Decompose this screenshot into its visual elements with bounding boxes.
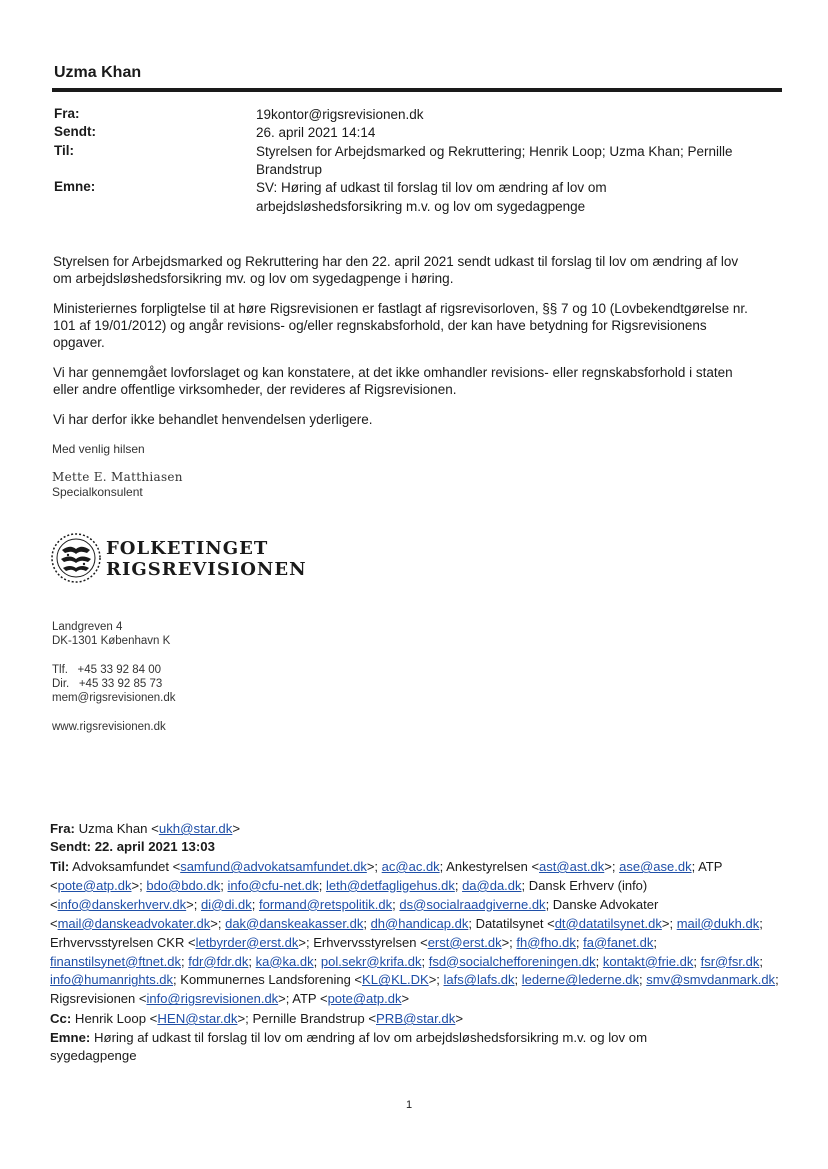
email-link[interactable]: PRB@star.dk	[376, 1011, 456, 1026]
p3-line2: eller andre offentlige virksomheder, der revideres af Rigsrevisionen.	[53, 382, 457, 397]
p1-line1: Styrelsen for Arbejdsmarked og Rekruttering har den 22. april 2021 sendt udkast til forslag til lov om ændring af lov	[53, 254, 739, 269]
recipient-text: Henrik Loop <	[71, 1011, 158, 1026]
email-link[interactable]: dh@handicap.dk	[370, 915, 469, 931]
email-link[interactable]: KL@KL.DK	[362, 972, 429, 988]
email-link[interactable]: fsr@fsr.dk	[700, 953, 760, 969]
forwarded-sent	[50, 838, 780, 856]
p2-line3: opgaver.	[53, 335, 105, 350]
email-link[interactable]: HEN@star.dk	[157, 1011, 238, 1026]
logo-line-rigsrevisionen: RIGSREVISIONEN	[106, 559, 307, 580]
recipient-text: ;	[575, 934, 584, 950]
email-link[interactable]: leth@detfagligehus.dk	[325, 877, 455, 893]
fwd-from-link[interactable]: ukh@star.dk	[158, 821, 233, 836]
page-number: 1	[406, 1099, 413, 1111]
email-link[interactable]: fh@fho.dk	[516, 934, 576, 950]
recipient-text: >;	[501, 934, 517, 950]
fwd-to-label: Til:	[50, 859, 70, 874]
email-link[interactable]: fa@fanet.dk	[583, 934, 654, 950]
recipient-text: ; Ankestyrelsen <	[439, 859, 540, 874]
recipient-text: ; Kommunernes Landsforening <	[173, 972, 363, 988]
forwarded-cc	[50, 1010, 780, 1028]
recipient-text: >; ATP <	[278, 991, 328, 1007]
email-link[interactable]: mail@dukh.dk	[676, 915, 760, 931]
email-link[interactable]: pol.sekr@krifa.dk	[320, 953, 422, 969]
sent-value: 26. april 2021 14:14	[256, 125, 376, 140]
recipient-text: >;	[366, 859, 382, 874]
email-link[interactable]: mail@danskeadvokater.dk	[57, 915, 211, 931]
recipient-text: ; Rigsrevisionen <	[50, 972, 779, 1007]
body-paragraph-3	[53, 364, 773, 398]
email-link[interactable]: kontakt@frie.dk	[602, 953, 694, 969]
greeting: Med venlig hilsen	[52, 442, 145, 456]
recipient-text: ;	[248, 953, 256, 969]
p2-line2: 101 af 19/01/2012) og angår revisions- og/eller regnskabsforhold, der kan have betydning for Rigsrevisionens	[53, 318, 707, 333]
email-link[interactable]: ac@ac.dk	[381, 859, 440, 874]
email-link[interactable]: finanstilsynet@ftnet.dk	[50, 953, 181, 969]
email-link[interactable]: fdr@fdr.dk	[188, 953, 249, 969]
phone-tlf: Tlf. +45 33 92 84 00	[52, 664, 162, 676]
sent-label: Sendt:	[54, 124, 96, 139]
recipient-text: >;	[131, 877, 147, 893]
recipient-text: ;	[392, 896, 400, 912]
recipient-text: ;	[693, 953, 701, 969]
website: www.rigsrevisionen.dk	[52, 721, 166, 733]
email-link[interactable]: info@humanrights.dk	[50, 972, 174, 988]
recipient-text: ;	[318, 877, 326, 893]
email-link[interactable]: info@danskerhverv.dk	[57, 896, 187, 912]
forwarded-from	[50, 820, 780, 838]
recipient-text: >;	[210, 915, 226, 931]
email-link[interactable]: ast@ast.dk	[539, 859, 605, 874]
header-rule	[52, 88, 782, 92]
email-link[interactable]: pote@atp.dk	[57, 877, 132, 893]
logo-line-folketinget: FOLKETINGET	[106, 538, 269, 559]
recipient-text: ;	[363, 915, 371, 931]
recipient-text: ; Erhvervsstyrelsen CKR <	[50, 915, 763, 950]
recipient-text: >	[401, 991, 410, 1007]
from-value: 19kontor@rigsrevisionen.dk	[256, 107, 424, 122]
body-paragraph-4: Vi har derfor ikke behandlet henvendelsen yderligere.	[53, 412, 373, 427]
to-label: Til:	[54, 143, 74, 158]
recipient-text: ; Danske Advokater <	[50, 896, 659, 931]
crest-icon	[50, 532, 102, 584]
email-link[interactable]: ds@socialraadgiverne.dk	[399, 896, 546, 912]
email-link[interactable]: pote@atp.dk	[327, 991, 402, 1007]
email-link[interactable]: fsd@socialchefforeningen.dk	[428, 953, 596, 969]
recipient-text: >;	[428, 972, 444, 988]
signer-title: Specialkonsulent	[52, 485, 143, 499]
recipient-text: ;	[653, 934, 658, 950]
recipient-text: ; ATP <	[50, 859, 723, 893]
fwd-subject-line2: sygedagpenge	[50, 1048, 137, 1063]
email-link[interactable]: samfund@advokatsamfundet.dk	[180, 859, 367, 874]
email-link[interactable]: letbyrder@erst.dk	[195, 934, 299, 950]
email-link[interactable]: dt@datatilsynet.dk	[554, 915, 662, 931]
rigsrevisionen-logo	[50, 532, 307, 586]
fwd-to-list	[50, 859, 779, 1006]
to-value-line2: Brandstrup	[256, 162, 323, 177]
recipient-text: ;	[759, 953, 763, 969]
signer-name: Mette E. Matthiasen	[52, 470, 183, 484]
recipient-text: >;	[661, 915, 677, 931]
sender-name: Uzma Khan	[54, 64, 142, 81]
recipient-text: ;	[454, 877, 463, 893]
contact-email: mem@rigsrevisionen.dk	[52, 692, 176, 704]
address-street: Landgreven 4	[52, 621, 123, 633]
recipient-text: ;	[313, 953, 321, 969]
recipient-text: >; Pernille Brandstrup <	[237, 1011, 377, 1026]
email-link[interactable]: lafs@lafs.dk	[443, 972, 515, 988]
email-link[interactable]: ase@ase.dk	[619, 859, 692, 874]
subject-value-line2: arbejdsløshedsforsikring m.v. og lov om sygedagpenge	[256, 199, 586, 214]
recipient-text: Advoksamfundet <	[69, 859, 181, 874]
body-paragraph-2	[53, 300, 773, 351]
subject-label: Emne:	[54, 179, 96, 194]
forwarded-to	[50, 858, 780, 1009]
address-city: DK-1301 København K	[52, 635, 171, 647]
email-link[interactable]: erst@erst.dk	[427, 934, 502, 950]
recipient-text: ;	[421, 953, 429, 969]
from-label: Fra:	[54, 106, 80, 121]
email-link[interactable]: ka@ka.dk	[255, 953, 314, 969]
recipient-text: >;	[604, 859, 620, 874]
forwarded-subject	[50, 1029, 780, 1065]
email-link[interactable]: info@rigsrevisionen.dk	[146, 991, 279, 1007]
p3-line1: Vi har gennemgået lovforslaget og kan konstatere, at det ikke omhandler revisions- eller regnskabsforhold i staten	[53, 365, 733, 380]
recipient-text: ; Dansk Erhverv (info) <	[50, 877, 648, 912]
email-link[interactable]: lederne@lederne.dk	[521, 972, 640, 988]
email-link[interactable]: di@di.dk	[201, 896, 252, 912]
recipient-text: ;	[220, 877, 228, 893]
email-link[interactable]: dak@danskeakasser.dk	[225, 915, 364, 931]
phone-dir: Dir. +45 33 92 85 73	[52, 678, 163, 690]
recipient-text: ;	[639, 972, 647, 988]
fwd-cc-list	[71, 1011, 463, 1026]
fwd-subject-line1: Høring af udkast til forslag til lov om ændring af lov om arbejdsløshedsforsikring m.v. og lov om	[93, 1030, 648, 1045]
fwd-sent-label: Sendt:	[50, 839, 92, 854]
p2-line1: Ministeriernes forpligtelse til at høre Rigsrevisionen er fastlagt af rigsrevisorloven, §§ 7 og 10 (Lovbekendtgørelse nr.	[53, 301, 748, 316]
email-link[interactable]: formand@retspolitik.dk	[259, 896, 393, 912]
recipient-text: ;	[514, 972, 522, 988]
recipient-text: ;	[180, 953, 189, 969]
email-link[interactable]: smv@smvdanmark.dk	[646, 972, 776, 988]
fwd-sent-value: 22. april 2021 13:03	[94, 839, 215, 854]
fwd-cc-label: Cc:	[50, 1011, 72, 1026]
email-link[interactable]: bdo@bdo.dk	[146, 877, 221, 893]
fwd-from-label: Fra:	[50, 821, 75, 836]
recipient-text: >; Erhvervsstyrelsen <	[298, 934, 428, 950]
fwd-from-end: >	[232, 821, 241, 836]
fwd-from-value: Uzma Khan <	[78, 821, 159, 836]
email-link[interactable]: info@cfu-net.dk	[227, 877, 319, 893]
p1-line2: om arbejdsløshedsforsikring mv. og lov om sygedagpenge i høring.	[53, 271, 454, 286]
recipient-text: ;	[251, 896, 260, 912]
recipient-text: >	[455, 1011, 464, 1026]
subject-value-line1: SV: Høring af udkast til forslag til lov om ændring af lov om	[256, 180, 607, 195]
fwd-subject-label: Emne:	[50, 1030, 91, 1045]
recipient-text: ;	[595, 953, 603, 969]
body-paragraph-1	[53, 253, 773, 287]
to-value-line1: Styrelsen for Arbejdsmarked og Rekruttering; Henrik Loop; Uzma Khan; Pernille	[256, 144, 733, 159]
email-link[interactable]: da@da.dk	[462, 877, 522, 893]
recipient-text: ; Datatilsynet <	[468, 915, 555, 931]
recipient-text: >;	[186, 896, 201, 912]
